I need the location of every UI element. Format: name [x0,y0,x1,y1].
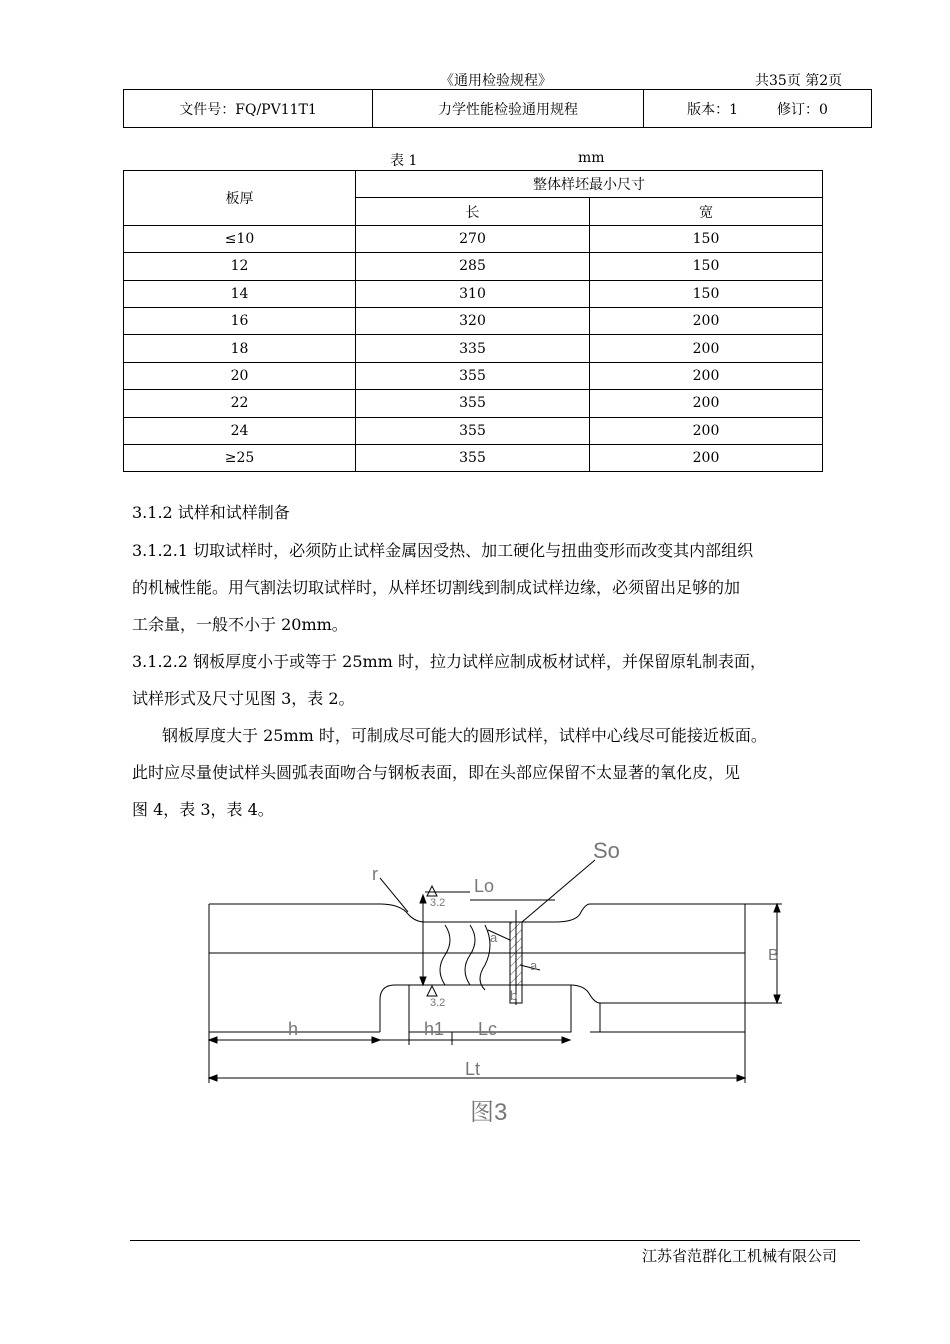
doc-title: 《通用检验规程》 [440,73,552,89]
cell-thickness: 16 [124,307,356,334]
cell-width: 200 [590,307,823,334]
cell-thickness: ≤10 [124,225,356,252]
label-h: h [288,1019,299,1039]
label-roughness-bottom: 3.2 [430,997,446,1009]
cell-length: 355 [356,444,590,471]
col-header-thickness: 板厚 [124,171,356,226]
label-so: So [593,838,620,863]
cell-thickness: 18 [124,335,356,362]
label-lt: Lt [465,1059,481,1079]
cell-thickness: ≥25 [124,444,356,471]
cell-length: 310 [356,280,590,307]
cell-length: 355 [356,390,590,417]
footer-company: 江苏省范群化工机械有限公司 [642,1247,838,1265]
cell-length: 335 [356,335,590,362]
footer-divider [130,1240,860,1241]
cell-length: 285 [356,253,590,280]
cell-width: 200 [590,335,823,362]
para-3-1-2-1-line2: 的机械性能。用气割法切取试样时，从样坯切割线到制成试样边缘，必须留出足够的加 [132,578,741,597]
para-3-line2: 此时应尽量使试样头圆弧表面吻合与钢板表面，即在头部应保留不太显著的氧化皮，见 [132,763,741,782]
cell-width: 150 [590,280,823,307]
cell-thickness: 14 [124,280,356,307]
cell-width: 150 [590,253,823,280]
label-b: B [768,947,779,964]
label-lc: Lc [478,1019,498,1039]
cell-thickness: 20 [124,362,356,389]
col-header-width: 宽 [590,198,823,225]
cell-width: 150 [590,225,823,252]
cell-width: 200 [590,417,823,444]
cell-thickness: 22 [124,390,356,417]
label-h1: h1 [424,1019,445,1039]
table-unit: mm [578,150,605,166]
label-a-right: a [530,958,538,973]
cell-width: 200 [590,390,823,417]
cell-thickness: 24 [124,417,356,444]
section-3-1-2: 3.1.2 试样和试样制备 [132,503,290,522]
label-lo: Lo [474,876,495,896]
cell-length: 355 [356,362,590,389]
para-3-line1: 钢板厚度大于 25mm 时，可制成尽可能大的圆形试样，试样中心线尽可能接近板面。 [162,726,767,745]
cell-length: 320 [356,307,590,334]
cell-width: 200 [590,444,823,471]
col-header-length: 长 [356,198,590,225]
label-r: r [372,864,378,884]
figure-caption: 图3 [470,1099,508,1126]
para-3-1-2-1-line3: 工余量，一般不小于 20mm。 [132,615,348,634]
page-info: 共35页 第2页 [755,73,843,89]
cell-length: 355 [356,417,590,444]
label-roughness-top: 3.2 [430,897,446,909]
file-number: 文件号：FQ/PV11T1 [124,90,373,128]
spec-title: 力学性能检验通用规程 [373,90,644,128]
para-3-1-2-2-line1: 3.1.2.2 钢板厚度小于或等于 25mm 时，拉力试样应制成板材试样，并保留原轧制表面， [132,652,766,671]
revision: 修订：0 [776,101,828,118]
para-3-1-2-2-line2: 试样形式及尺寸见图 3，表 2。 [132,689,355,708]
para-3-1-2-1-line1: 3.1.2.1 切取试样时，必须防止试样金属因受热、加工硬化与扭曲变形而改变其内部组织 [132,541,754,560]
cell-length: 270 [356,225,590,252]
para-3-line3: 图 4，表 3，表 4。 [132,800,274,819]
table-caption: 表 1 [390,153,418,169]
label-a-top: a [490,930,498,945]
label-b0: b [510,988,518,1003]
cell-thickness: 12 [124,253,356,280]
cell-width: 200 [590,362,823,389]
version: 版本：1 [687,101,739,118]
col-header-group: 整体样坯最小尺寸 [356,171,823,198]
